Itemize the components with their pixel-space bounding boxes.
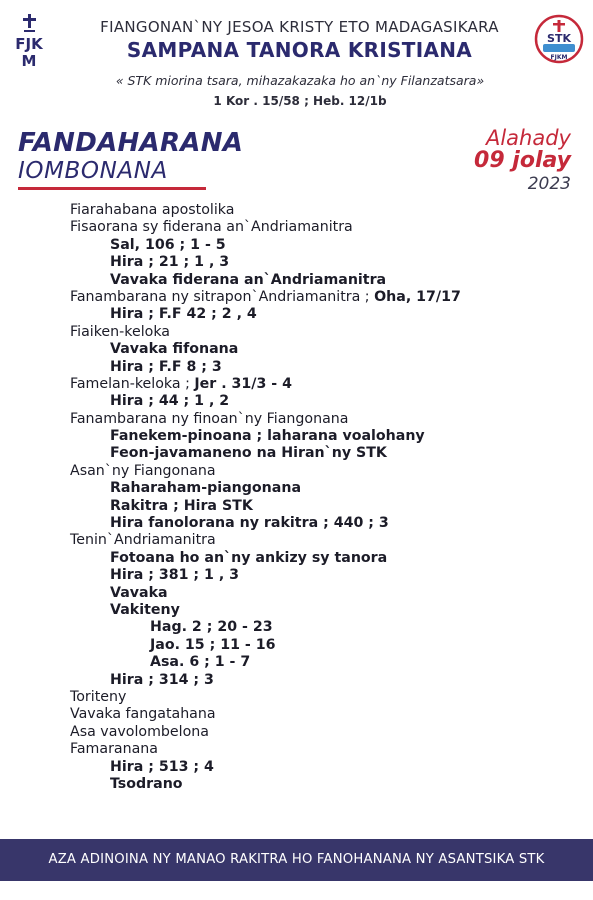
program-item-text: Fanambarana ny sitrapon`Andriamanitra ; — [70, 288, 370, 305]
program-item — [0, 706, 593, 723]
program-item — [0, 637, 593, 654]
program-item — [0, 585, 593, 602]
program-item-text: Hira ; F.F 8 ; 3 — [110, 358, 222, 375]
program-item — [0, 776, 593, 793]
stk-logo-subtext: FJKM — [550, 54, 568, 61]
program-item — [0, 515, 593, 532]
program-item-text: Fisaorana sy fiderana an`Andriamanitra — [70, 219, 353, 236]
program-item-text: Hira ; 44 ; 1 , 2 — [110, 393, 230, 410]
program-item — [0, 672, 593, 689]
program-item — [0, 654, 593, 671]
program-item — [0, 741, 593, 758]
motto: « STK miorina tsara, mihazakazaka ho an`ny Filanzatsara» — [115, 73, 485, 88]
program-item-text: Vavaka fangatahana — [70, 706, 216, 723]
date-day: Alahady — [485, 126, 571, 150]
program-item — [0, 393, 593, 410]
title-fandaharana: FANDAHARANA — [18, 128, 244, 158]
title-iombonana: IOMBONANA — [18, 158, 168, 184]
program-item — [0, 411, 593, 428]
footer-banner — [0, 839, 593, 881]
program-item — [0, 480, 593, 497]
program-item-text: Vavaka — [110, 584, 168, 601]
program-item-text: Hira ; 513 ; 4 — [110, 758, 214, 775]
program-item-text: Feon-javamaneno na Hiran`ny STK — [110, 445, 387, 462]
program-item — [0, 619, 593, 636]
program-item-text: Sal, 106 ; 1 - 5 — [110, 236, 226, 253]
program-item — [0, 724, 593, 741]
program-item-text: Vavaka fifonana — [110, 341, 239, 358]
stk-logo-text: STK — [547, 32, 571, 45]
program-item — [0, 567, 593, 584]
program-item — [0, 428, 593, 445]
church-name: FIANGONAN`NY JESOA KRISTY ETO MADAGASIKARA — [100, 18, 499, 36]
program-item-text: Rakitra ; Hira STK — [110, 497, 253, 514]
program-item-text: Fiarahabana apostolika — [70, 202, 235, 218]
program-item — [0, 689, 593, 706]
program-item-text: Hira ; 21 ; 1 , 3 — [110, 254, 230, 271]
program-item-text: Asan`ny Fiangonana — [70, 462, 216, 479]
program-list — [0, 202, 593, 793]
page-header — [0, 0, 593, 120]
program-item — [0, 376, 593, 393]
program-item-text: Hira fanolorana ny rakitra ; 440 ; 3 — [110, 515, 389, 532]
program-item — [0, 289, 593, 306]
footer-text: AZA ADINOINA NY MANAO RAKITRA HO FANOHANANA NY ASANTSIKA STK — [48, 852, 545, 867]
program-item — [0, 202, 593, 219]
program-item — [0, 254, 593, 271]
program-item — [0, 324, 593, 341]
program-item-text: Vavaka fiderana an`Andriamanitra — [110, 271, 387, 288]
program-item — [0, 602, 593, 619]
bible-reference: 1 Kor . 15/58 ; Heb. 12/1b — [213, 94, 387, 108]
program-item-text: Toriteny — [70, 688, 127, 705]
program-item — [0, 759, 593, 776]
program-item-text: Jao. 15 ; 11 - 16 — [150, 636, 276, 653]
program-item — [0, 445, 593, 462]
program-item-text: Hira ; F.F 42 ; 2 , 4 — [110, 306, 257, 323]
program-item — [0, 463, 593, 480]
program-item — [0, 272, 593, 289]
program-item-text: Fiaiken-keloka — [70, 323, 170, 340]
program-item-text: Fanekem-pinoana ; laharana voalohany — [110, 428, 425, 445]
program-item-text: Asa. 6 ; 1 - 7 — [150, 654, 251, 671]
program-item-text: Asa vavolombelona — [70, 723, 209, 740]
program-item — [0, 498, 593, 515]
title-underline — [18, 187, 206, 190]
program-item — [0, 306, 593, 323]
program-item-text: Hira ; 314 ; 3 — [110, 671, 214, 688]
program-item — [0, 219, 593, 236]
program-item — [0, 359, 593, 376]
program-item-text: Famelan-keloka ; — [70, 375, 190, 392]
program-item-text: Hag. 2 ; 20 - 23 — [150, 619, 273, 636]
program-item-text: Tsodrano — [110, 775, 183, 792]
program-item-reference: Jer . 31/3 - 4 — [194, 375, 292, 392]
date-year: 2023 — [527, 174, 571, 194]
date-date: 09 jolay — [474, 148, 571, 173]
program-item-text: Raharaham-piangonana — [110, 480, 302, 497]
organization-name: SAMPANA TANORA KRISTIANA — [126, 38, 473, 62]
stk-logo — [534, 14, 584, 66]
program-item-text: Fanambarana ny finoan`ny Fiangonana — [70, 410, 349, 427]
program-item — [0, 341, 593, 358]
fjkm-logo-text: FJKM — [15, 35, 43, 70]
program-item-text: Tenin`Andriamanitra — [70, 532, 216, 549]
program-item-text: Famaranana — [70, 741, 158, 758]
program-item-text: Fotoana ho an`ny ankizy sy tanora — [110, 549, 388, 566]
program-item — [0, 532, 593, 549]
program-item-reference: Oha, 17/17 — [374, 288, 461, 305]
program-item-text: Vakiteny — [110, 601, 180, 618]
program-item — [0, 237, 593, 254]
program-item — [0, 550, 593, 567]
program-item-text: Hira ; 381 ; 1 , 3 — [110, 567, 240, 584]
